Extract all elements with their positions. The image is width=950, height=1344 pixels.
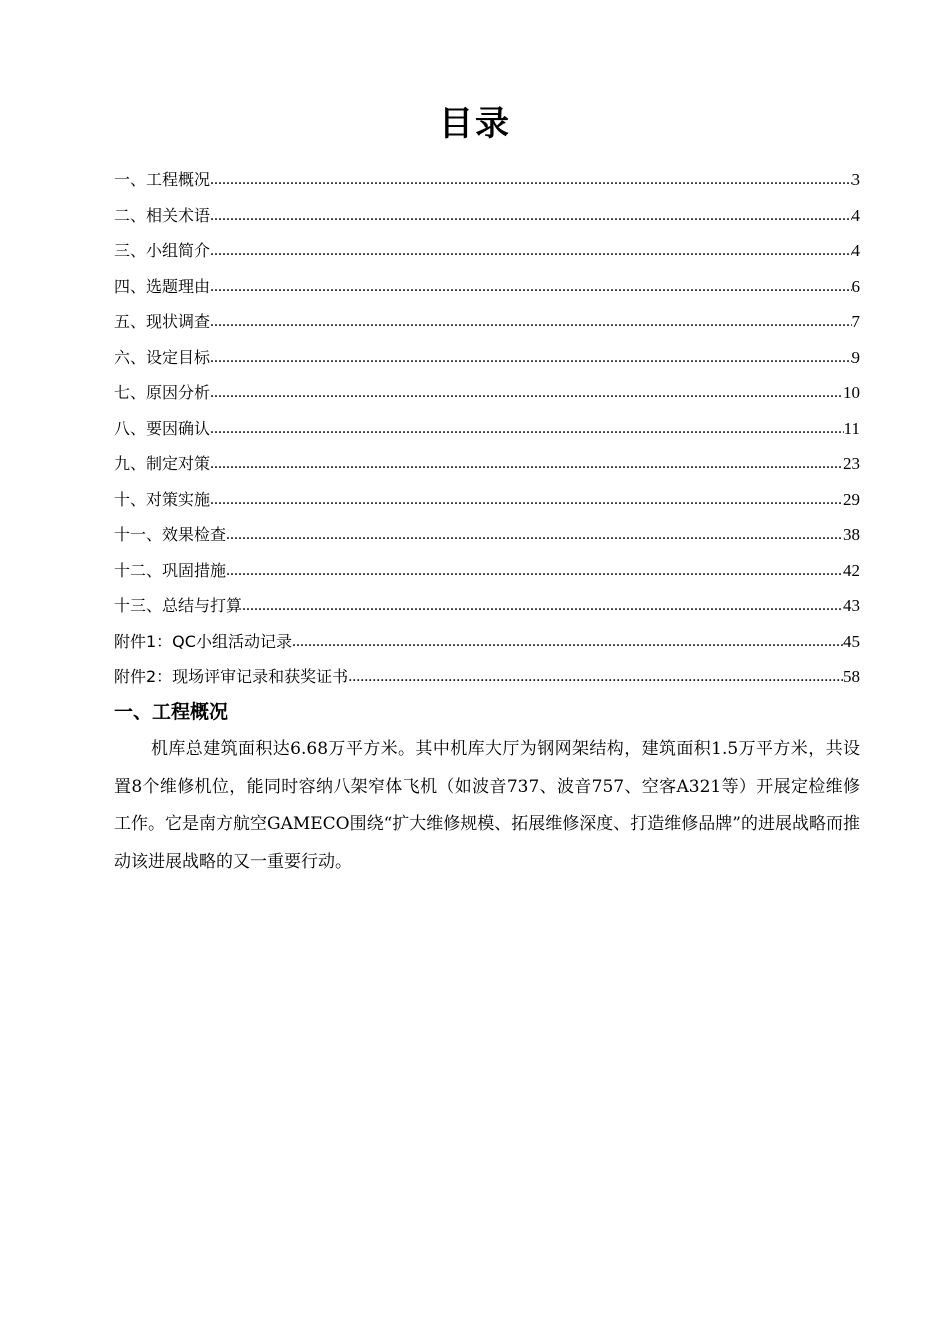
- toc-entry-label: 一、工程概况: [114, 170, 211, 189]
- toc-entry-page: 4: [851, 205, 860, 225]
- toc-dot-leader: [210, 375, 843, 411]
- toc-entry-label: 七、原因分析: [114, 383, 211, 402]
- toc-entry-14[interactable]: [114, 624, 860, 660]
- toc-entry-label: 十、对策实施: [114, 489, 211, 509]
- toc-entry-page: 4: [851, 241, 860, 260]
- toc-entry-page: 29: [843, 489, 860, 509]
- body-paragraph: 机库总建筑面积达6.68万平方米。其中机库大厅为钢网架结构，建筑面积1.5万平方米，共设置8个维修机位，能同时容纳八架窄体飞机（如波音737、波音757、空客A321等）开展定检维修工作。它是南方航空GAMECO围绕“扩大维修规模、拓展维修深度、打造维修品牌”的进展战略而推动该进展战略的又一重要行动。: [114, 739, 860, 872]
- toc-entry-3[interactable]: [114, 233, 860, 269]
- toc-entry-6[interactable]: [114, 340, 860, 376]
- toc-entry-page: 11: [843, 418, 860, 438]
- toc-entry-page: 3: [851, 170, 860, 189]
- toc-entry-label: 二、相关术语: [114, 205, 211, 225]
- toc-dot-leader: [348, 659, 843, 695]
- toc-dot-leader: [210, 304, 851, 340]
- toc-entry-11[interactable]: [114, 517, 860, 553]
- toc-entry-label: 十一、效果检查: [114, 525, 227, 544]
- toc-dot-leader: [226, 553, 843, 589]
- toc-entry-page: 7: [851, 312, 860, 331]
- toc-entry-page: 42: [843, 560, 860, 580]
- toc-entry-8[interactable]: [114, 411, 860, 447]
- toc-entry-1[interactable]: [114, 162, 860, 198]
- toc-entry-page: 6: [851, 276, 860, 296]
- toc-entry-15[interactable]: [114, 659, 860, 695]
- toc-entry-5[interactable]: [114, 304, 860, 340]
- toc-dot-leader: [292, 624, 843, 660]
- toc-entry-label: 五、现状调查: [114, 312, 211, 331]
- toc-entry-label: 八、要因确认: [114, 418, 211, 438]
- toc-dot-leader: [210, 340, 851, 376]
- toc-dot-leader: [210, 233, 851, 269]
- toc-dot-leader: [210, 411, 844, 447]
- toc-entry-page: 23: [843, 454, 860, 473]
- toc-entry-12[interactable]: [114, 553, 860, 589]
- toc-entry-2[interactable]: [114, 198, 860, 234]
- toc-dot-leader: [210, 162, 851, 198]
- toc-dot-leader: [226, 517, 843, 553]
- toc-entry-label: 十二、巩固措施: [114, 560, 227, 580]
- toc-dot-leader: [242, 588, 843, 624]
- toc-entry-10[interactable]: [114, 482, 860, 518]
- toc-list: [114, 162, 860, 695]
- toc-entry-label: 附件1：QC小组活动记录: [114, 631, 292, 651]
- section-heading: 一、工程概况: [114, 701, 229, 723]
- toc-entry-page: 9: [851, 347, 860, 367]
- toc-entry-page: 38: [843, 525, 860, 544]
- toc-dot-leader: [210, 446, 843, 482]
- toc-dot-leader: [210, 269, 851, 305]
- toc-entry-page: 10: [843, 383, 860, 402]
- toc-entry-13[interactable]: [114, 588, 860, 624]
- toc-dot-leader: [210, 482, 843, 518]
- toc-entry-label: 三、小组简介: [114, 241, 211, 260]
- toc-entry-label: 九、制定对策: [114, 454, 211, 473]
- toc-entry-label: 六、设定目标: [114, 347, 211, 367]
- toc-entry-label: 附件2：现场评审记录和获奖证书: [114, 667, 349, 686]
- toc-entry-page: 58: [843, 667, 860, 686]
- toc-entry-label: 十三、总结与打算: [114, 596, 243, 615]
- toc-entry-page: 43: [843, 596, 860, 615]
- toc-title: 目录: [439, 104, 511, 144]
- toc-entry-page: 45: [843, 631, 860, 651]
- toc-entry-label: 四、选题理由: [114, 276, 211, 296]
- toc-entry-7[interactable]: [114, 375, 860, 411]
- toc-dot-leader: [210, 198, 851, 234]
- toc-entry-9[interactable]: [114, 446, 860, 482]
- toc-entry-4[interactable]: [114, 269, 860, 305]
